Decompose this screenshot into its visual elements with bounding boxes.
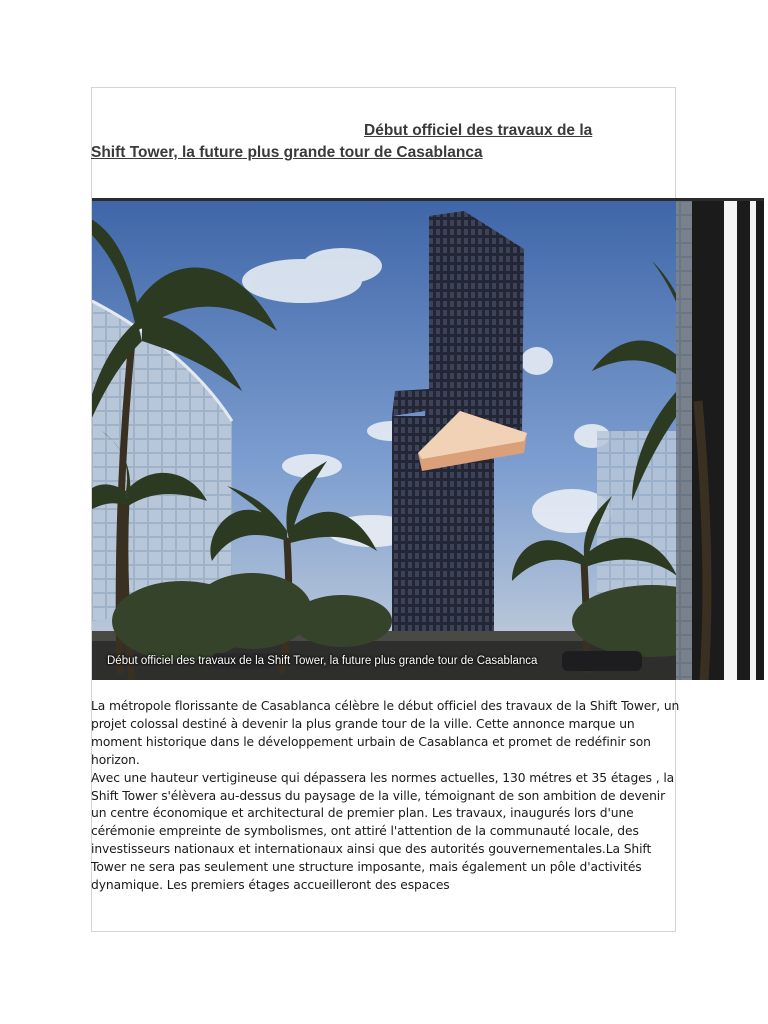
paragraph-2: Avec une hauteur vertigineuse qui dépassera les normes actuelles, 130 métres et 35 étages , la Shift Tower s'élèvera au-dessus du paysage de la ville, témoignant de son ambition de devenir un centre économique et architectural de premier plan. Les travaux, inaugurés lors d'une cérémonie empreinte de symbolismes, ont attiré l'attention de la communauté locale, des investisseurs nationaux et internationaux ainsi que des autorités gouvernementales.La Shift Tower ne sera pas seulement une structure imposante, mais également un pôle d'activités dynamique. Les premiers étages accueilleront des espaces	[91, 770, 675, 893]
article-body	[91, 698, 681, 895]
paragraph-1: La métropole florissante de Casablanca célèbre le début officiel des travaux de la Shift Tower, un projet colossal destiné à devenir la plus grande tour de la ville. Cette annonce marque un moment historique dans le développement urbain de Casablanca et promet de redéfinir son horizon.	[91, 699, 680, 767]
tower-rendering-svg	[92, 201, 764, 680]
headline-line-1: Début officiel des travaux de la	[364, 122, 593, 139]
photo-caption: Début officiel des travaux de la Shift Tower, la future plus grande tour de Casablanca	[107, 655, 538, 667]
tower-rendering-photo	[92, 198, 764, 680]
headline-line-2: Shift Tower, la future plus grande tour de Casablanca	[91, 144, 483, 161]
article-headline	[91, 120, 651, 164]
